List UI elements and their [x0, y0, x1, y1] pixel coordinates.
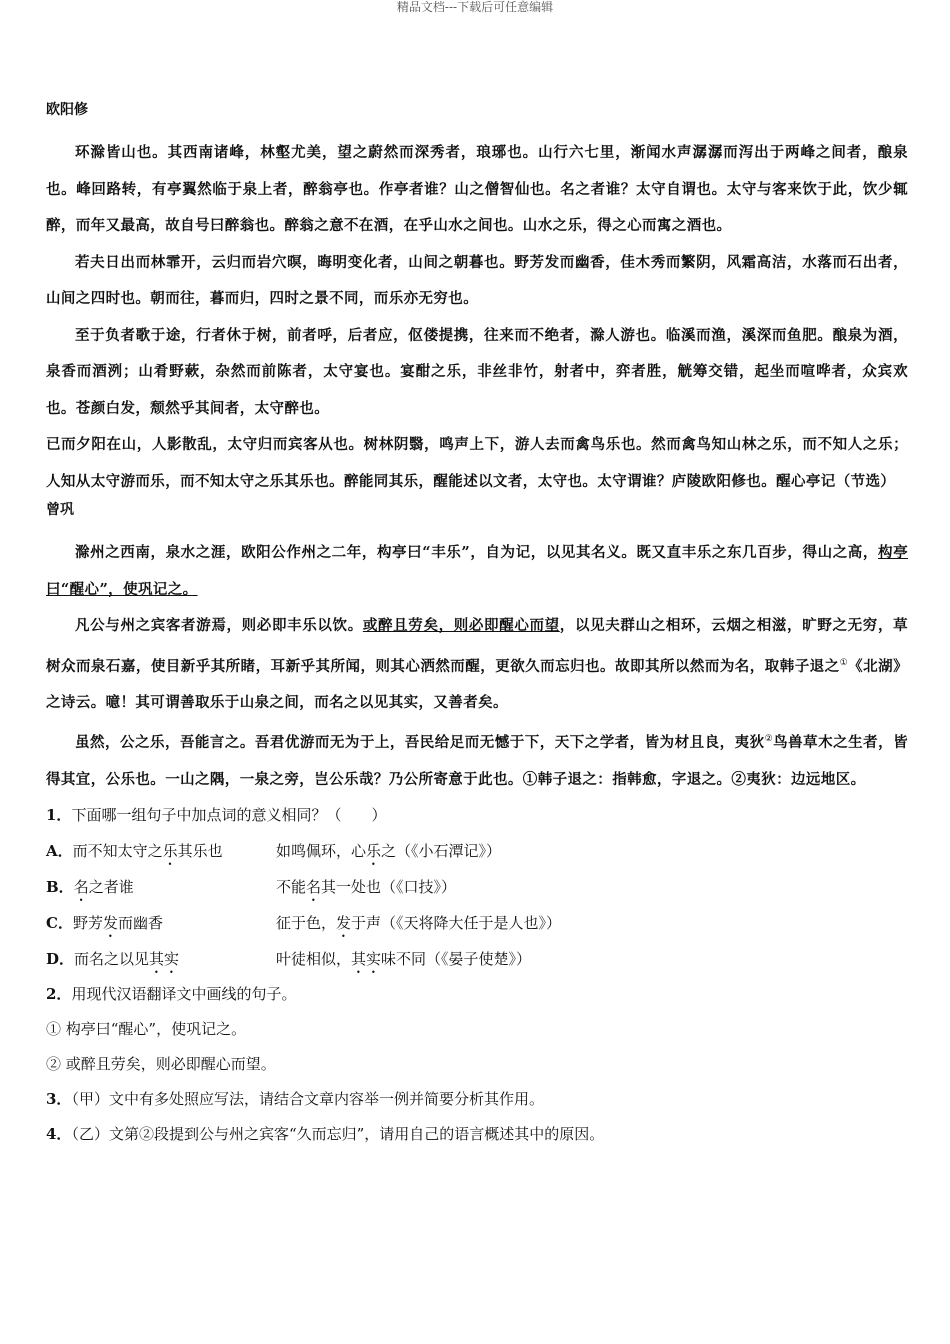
dotted-word: 乐	[162, 842, 178, 861]
question-1-options	[46, 833, 908, 977]
option-right	[276, 905, 561, 941]
text-b-paragraph-3	[46, 721, 908, 798]
option-right-text: 不能	[276, 878, 307, 897]
question-2	[46, 977, 908, 1012]
dotted-word: 发	[102, 914, 118, 933]
option-row	[46, 905, 908, 941]
question-2-sentence-1: ① 构亭曰“醒心”，使巩记之。	[46, 1020, 247, 1039]
option-label: C．	[46, 914, 73, 933]
option-right-text: 于声（《天将降大任于是人也》）	[351, 914, 562, 933]
text-b-p2-a: 凡公与州之宾客者游焉，则必即丰乐以饮。	[75, 617, 363, 634]
question-3-text: （甲）文中有多处照应写法，请结合文章内容举一例并简要分析其作用。	[71, 1090, 544, 1109]
dotted-word: 其实	[351, 950, 382, 969]
dotted-word: 名	[73, 878, 89, 897]
option-label: D．	[46, 950, 75, 969]
option-right-text: 其一处也（《口技》）	[321, 878, 457, 897]
option-left	[46, 833, 276, 869]
option-right-text: 叶徒相似，	[276, 950, 352, 969]
dotted-word: 名	[306, 878, 322, 897]
option-left	[46, 869, 276, 905]
question-3-number: 3．	[46, 1090, 72, 1109]
option-right-text: 味不同（《晏子使楚》）	[381, 950, 532, 969]
option-left-text: 而不知太守之	[72, 842, 163, 861]
text-a-paragraph-4: 已而夕阳在山，人影散乱，太守归而宾客从也。树林阴翳，鸣声上下，游人去而禽鸟乐也。然而禽鸟知山林之乐，而不知人之乐；人知从太守游而乐，而不知太守之乐其乐也。醉能同其乐，醒能述以文者，太守也。太守谓谁？庐陵欧阳修也。醒心亭记（节选）	[46, 436, 908, 490]
option-left-text: 野芳	[72, 914, 103, 933]
document-body	[46, 100, 908, 1152]
text-b-p3-b: 鸟兽草木之生者，皆得其宜，公乐也。一山之隅，一泉之旁，岂公乐哉？乃公所寄意于此也。①韩子退之：指韩愈，字退之。②夷狄：边远地区。	[46, 734, 908, 788]
option-left-text: 而名之以见	[74, 950, 150, 969]
option-right-text: 之（《小石潭记》）	[381, 842, 502, 861]
footnote-2-mark: ②	[764, 734, 774, 745]
text-b-p2-c: 《北湖》之诗云。噫！其可谓善取乐于山泉之间，而名之以见其实，又善者矣。	[46, 657, 908, 711]
option-label: A．	[46, 842, 73, 861]
option-row	[46, 941, 908, 977]
dotted-word: 发	[336, 914, 352, 933]
option-right	[276, 833, 501, 869]
question-3	[46, 1082, 908, 1117]
option-left-text: 之者谁	[88, 878, 134, 897]
question-4	[46, 1117, 908, 1152]
text-a-paragraph-3: 至于负者歌于途，行者休于树，前者呼，后者应，伛偻提携，往来而不绝者，滁人游也。临溪而渔，溪深而鱼肥。酿泉为酒，泉香而酒洌；山肴野蔌，杂然而前陈者，太守宴也。宴酣之乐，非丝非竹，射者中，弈者胜，觥筹交错，起坐而喧哗者，众宾欢也。苍颜白发，颓然乎其间者，太守醉也。	[46, 326, 908, 417]
page-header: 精品文档---下载后可任意编辑	[396, 0, 554, 14]
question-2-text: 用现代汉语翻译文中画线的句子。	[71, 985, 297, 1004]
option-right	[276, 869, 456, 905]
question-4-number: 4．	[46, 1125, 72, 1144]
text-b-p2-b: ，以见夫群山之相环，云烟之相滋，旷野之无穷，草树众而泉石嘉，使目新乎其所睹，耳新乎其所闻，则其心洒然而醒，更欲久而忘归也。故即其所以然而为名，取韩子退之	[46, 617, 908, 675]
underlined-sentence-2: 或醉且劳矣，则必即醒心而望	[362, 617, 560, 634]
option-left	[46, 905, 276, 941]
underlined-sentence-1: 构亭曰“醒心”，使巩记之。	[46, 544, 908, 598]
option-left	[46, 941, 276, 977]
option-right-text: 征于色，	[276, 914, 337, 933]
option-left-text: 而幽香	[117, 914, 163, 933]
question-1	[46, 798, 908, 833]
text-b-p1-a: 滁州之西南，泉水之涯，欧阳公作州之二年，构亭曰“丰乐”，自为记，以见其名义。既又直丰乐之东几百步，得山之高，	[75, 544, 878, 561]
question-1-text: 下面哪一组句子中加点词的意义相同？（ ）	[71, 806, 387, 825]
option-label: B．	[46, 878, 74, 897]
text-b-paragraph-2	[46, 608, 908, 721]
question-2-number: 2．	[46, 985, 72, 1004]
option-row	[46, 869, 908, 905]
footnote-1-mark: ①	[839, 657, 849, 668]
text-a-paragraph-1: 环滁皆山也。其西南诸峰，林壑尤美，望之蔚然而深秀者，琅琊也。山行六七里，渐闻水声潺潺而泻出于两峰之间者，酿泉也。峰回路转，有亭翼然临于泉上者，醉翁亭也。作亭者谁？山之僧智仙也。名之者谁？太守自谓也。太守与客来饮于此，饮少辄醉，而年又最高，故自号曰醉翁也。醉翁之意不在酒，在乎山水之间也。山水之乐，得之心而寓之酒也。	[46, 144, 908, 234]
question-1-number: 1．	[46, 806, 72, 825]
option-left-text: 其乐也	[177, 842, 223, 861]
question-2-sentence-2: ② 或醉且劳矣，则必即醒心而望。	[46, 1055, 276, 1074]
dotted-word: 其实	[149, 950, 180, 969]
dotted-word: 乐	[366, 842, 382, 861]
text-b-p3-a: 虽然，公之乐，吾能言之。吾君优游而无为于上，吾民给足而无憾于下，天下之学者，皆为材且良，夷狄	[75, 734, 765, 752]
author-ouyang: 欧阳修	[46, 102, 88, 118]
author-zeng: 曾巩	[46, 502, 74, 518]
text-b-paragraph-1	[46, 535, 908, 608]
option-row	[46, 833, 908, 869]
text-a-paragraph-2: 若夫日出而林霏开，云归而岩穴暝，晦明变化者，山间之朝暮也。野芳发而幽香，佳木秀而繁阴，风霜高洁，水落而石出者，山间之四时也。朝而往，暮而归，四时之景不同，而乐亦无穷也。	[46, 253, 908, 307]
option-right-text: 如鸣佩环，心	[276, 842, 367, 861]
question-4-text: （乙）文第②段提到公与州之宾客“久而忘归”，请用自己的语言概述其中的原因。	[71, 1125, 605, 1144]
option-right	[276, 941, 531, 977]
